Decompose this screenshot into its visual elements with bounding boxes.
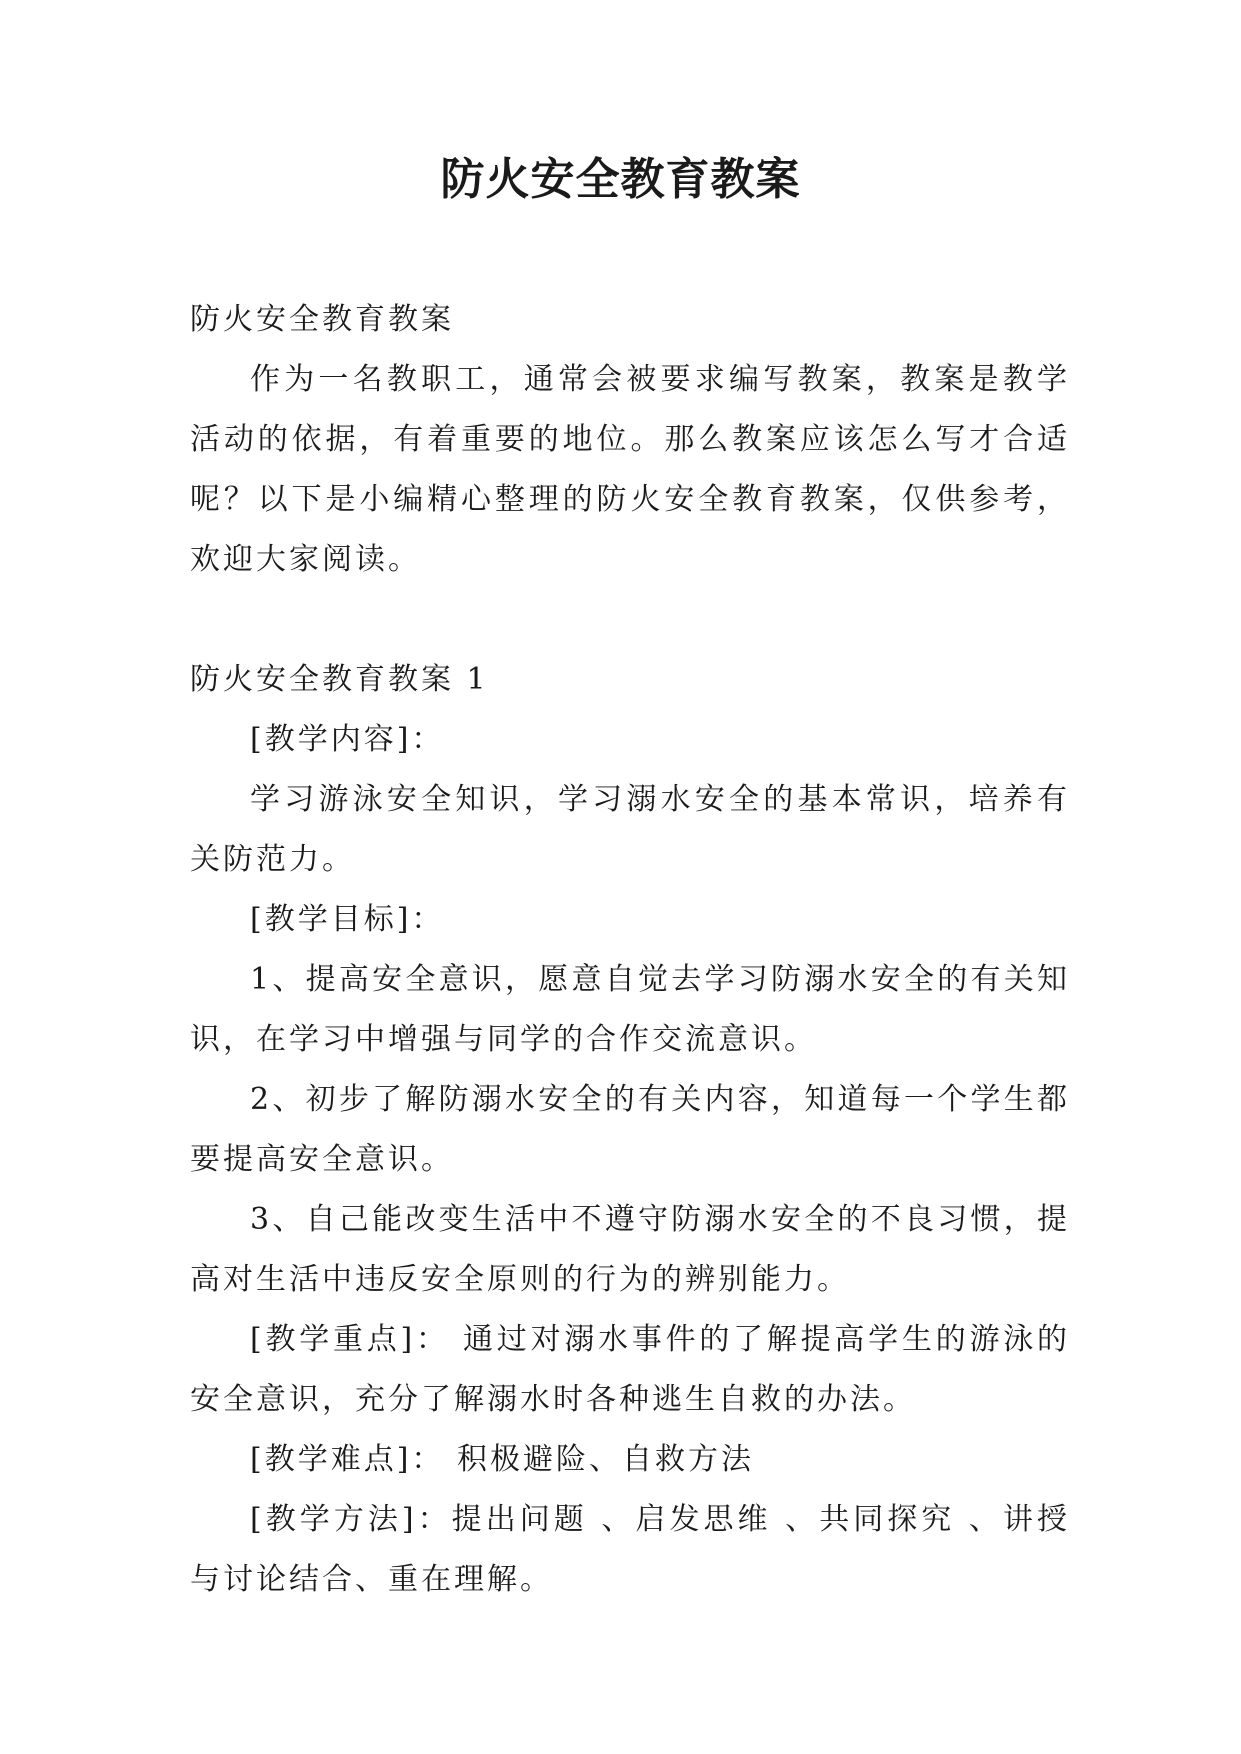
intro-paragraph: 作为一名教职工，通常会被要求编写教案，教案是教学活动的依据，有着重要的地位。那么教案应该怎么写才合适呢？以下是小编精心整理的防火安全教育教案，仅供参考，欢迎大家阅读。: [190, 362, 1070, 577]
teaching-difficulty: [教学难点]： 积极避险、自救方法: [250, 1442, 754, 1477]
document-title: 防火安全教育教案: [440, 154, 801, 205]
teaching-method: [教学方法]：提出问题 、启发思维 、共同探究 、讲授与讨论结合、重在理解。: [190, 1502, 1070, 1597]
section-heading: 防火安全教育教案 1: [190, 662, 489, 697]
goal-item-2: 2、初步了解防溺水安全的有关内容，知道每一个学生都要提高安全意识。: [190, 1082, 1070, 1177]
teaching-focus: [教学重点]： 通过对溺水事件的了解提高学生的游泳的安全意识，充分了解溺水时各种逃生自救的办法。: [190, 1322, 1070, 1417]
teaching-goals-label: [教学目标]：: [250, 902, 445, 937]
section-spacer: [190, 590, 1070, 650]
document-body: [190, 290, 1070, 1610]
teaching-content-label: [教学内容]：: [250, 722, 445, 757]
intro-heading: 防火安全教育教案: [190, 302, 454, 337]
teaching-content-text: 学习游泳安全知识，学习溺水安全的基本常识，培养有关防范力。: [190, 782, 1070, 877]
goal-item-1: 1、提高安全意识，愿意自觉去学习防溺水安全的有关知识，在学习中增强与同学的合作交流意识。: [190, 962, 1070, 1057]
goal-item-3: 3、自己能改变生活中不遵守防溺水安全的不良习惯，提高对生活中违反安全原则的行为的辨别能力。: [190, 1202, 1070, 1297]
